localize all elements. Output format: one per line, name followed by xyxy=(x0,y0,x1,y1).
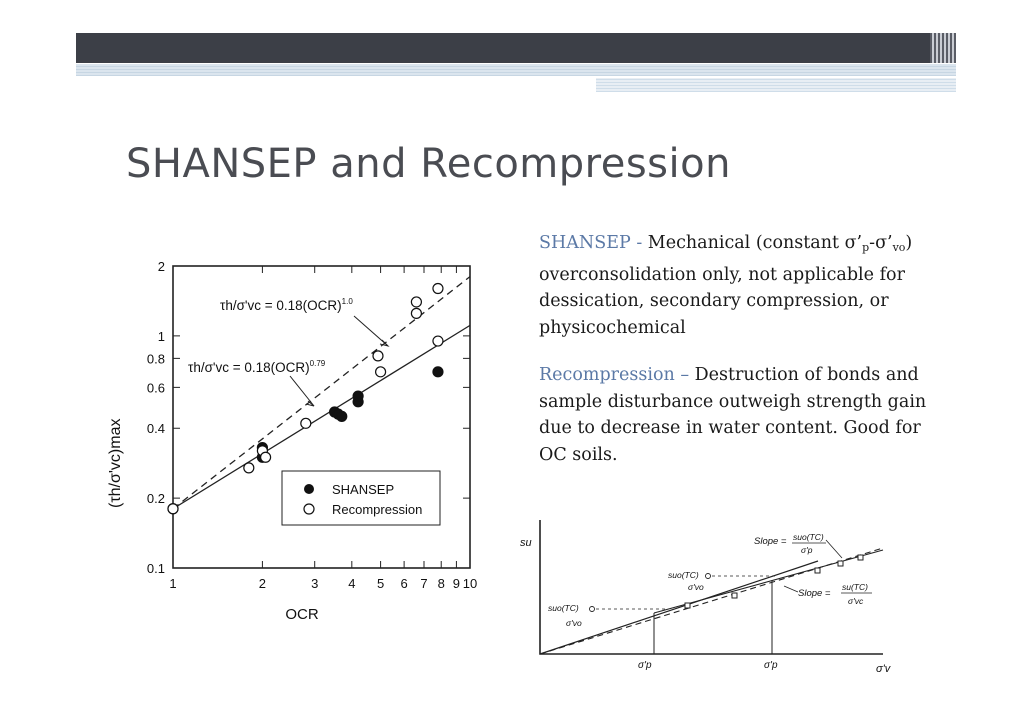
shansep-keyword: SHANSEP xyxy=(539,233,631,253)
top-banner-texture xyxy=(930,33,956,63)
mid-point-marker xyxy=(706,574,711,579)
recompression-point xyxy=(301,418,311,428)
blue-stripe-secondary xyxy=(596,78,956,92)
mid-point-denominator: σ'vo xyxy=(688,582,704,592)
x-axis-ticks xyxy=(169,266,477,591)
slope-bottom-numerator: su(TC) xyxy=(842,582,868,592)
y-tick-label: 0.8 xyxy=(146,351,165,367)
sigma-p-label-2: σ'p xyxy=(764,660,778,671)
fit-label-solid xyxy=(188,359,326,375)
fit-label-dashed xyxy=(220,297,353,313)
blue-stripe xyxy=(76,64,956,76)
x-tick-label: 7 xyxy=(420,576,428,591)
recompression-point xyxy=(261,452,271,462)
fit-label-solid-leader xyxy=(290,376,314,406)
y-tick-label: 1 xyxy=(157,328,165,344)
shansep-point xyxy=(433,367,443,377)
y-tick-label: 0.1 xyxy=(146,561,165,576)
recompression-dash: – xyxy=(674,365,695,385)
slope-bottom-label: Slope = xyxy=(798,588,831,599)
x-tick-label: 2 xyxy=(258,576,267,591)
mid-point-numerator: suo(TC) xyxy=(668,570,699,580)
left-point-marker xyxy=(590,607,595,612)
recompression-text: Destruction of bonds and sample disturbance outweigh strength gain due to decrease in water content. Good for OC soils. xyxy=(539,365,927,465)
fit-label-solid-text: τh/σ'vc = 0.18(OCR) xyxy=(188,360,310,375)
y-tick-label: 0.2 xyxy=(146,491,165,507)
y-axis-label: (τh/σ'vc)max xyxy=(107,418,124,508)
diagram-marker xyxy=(685,603,690,608)
diagram-marker xyxy=(815,568,820,573)
y-tick-label: 0.4 xyxy=(146,421,165,437)
y-tick-label: 0.6 xyxy=(146,380,165,396)
legend-marker-recompression xyxy=(304,504,314,514)
x-tick-label: 5 xyxy=(376,576,385,591)
x-axis-label: OCR xyxy=(285,606,319,623)
diagram-x-label: σ'v xyxy=(876,663,891,675)
legend-marker-shansep xyxy=(304,484,314,494)
x-tick-label: 3 xyxy=(311,576,319,591)
shansep-point xyxy=(353,391,363,401)
diagram-marker xyxy=(838,561,843,566)
diagram-axes xyxy=(540,520,883,654)
slope-top-numerator: suo(TC) xyxy=(793,532,824,542)
diagram-y-label: su xyxy=(520,537,532,549)
recompression-point xyxy=(411,308,421,318)
slope-bottom-arrow xyxy=(784,586,798,592)
sigma-p-label-1: σ'p xyxy=(638,660,652,671)
slope-top-denominator: σ'p xyxy=(801,545,813,555)
recompression-paragraph xyxy=(539,362,939,468)
slope-bottom-denominator: σ'vc xyxy=(848,596,864,606)
fit-label-solid-exp: 0.79 xyxy=(309,359,326,368)
x-tick-label: 6 xyxy=(400,576,408,591)
x-tick-label: 4 xyxy=(348,576,356,591)
slide-title: SHANSEP and Recompression xyxy=(126,141,731,187)
top-banner xyxy=(76,33,956,63)
fit-label-dashed-exp: 1.0 xyxy=(341,297,353,306)
y-tick-label: 2 xyxy=(157,259,165,274)
shansep-text-c: ) overconsolidation only, not applicable for dessication, secondary compression, or physicochemical xyxy=(539,233,913,338)
diagram-marker xyxy=(732,593,737,598)
x-tick-label: 8 xyxy=(437,576,445,591)
x-tick-label: 9 xyxy=(452,576,461,591)
x-tick-label: 1 xyxy=(169,576,177,591)
recompression-point xyxy=(433,336,443,346)
shansep-sub-p: p xyxy=(862,241,870,254)
recompression-point xyxy=(376,367,386,377)
recompression-point xyxy=(373,351,383,361)
recompression-point xyxy=(433,283,443,293)
x-tick-label: 10 xyxy=(462,576,478,591)
left-point-numerator: suo(TC) xyxy=(548,603,579,613)
shansep-sub-vo: vo xyxy=(892,241,906,254)
recompression-point xyxy=(244,463,254,473)
shansep-text-a: Mechanical (constant σ’ xyxy=(647,233,863,253)
legend-label-shansep: SHANSEP xyxy=(332,482,395,497)
shansep-dash: - xyxy=(630,233,648,253)
fit-label-dashed-text: τh/σ'vc = 0.18(OCR) xyxy=(220,298,342,313)
su-sigma-diagram xyxy=(508,510,908,680)
ocr-strength-chart xyxy=(100,258,480,630)
shansep-point xyxy=(337,411,347,421)
shansep-text-b: -σ’ xyxy=(869,233,893,253)
slope-top-arrow xyxy=(826,540,842,558)
recompression-point xyxy=(168,504,178,514)
left-point-denominator: σ'vo xyxy=(566,618,582,628)
legend-label-recompression: Recompression xyxy=(332,502,423,517)
slope-top-label: Slope = xyxy=(754,536,787,547)
shansep-paragraph xyxy=(539,230,939,341)
recompression-point xyxy=(411,297,421,307)
diagram-marker xyxy=(858,555,863,560)
recompression-keyword: Recompression xyxy=(539,365,675,385)
